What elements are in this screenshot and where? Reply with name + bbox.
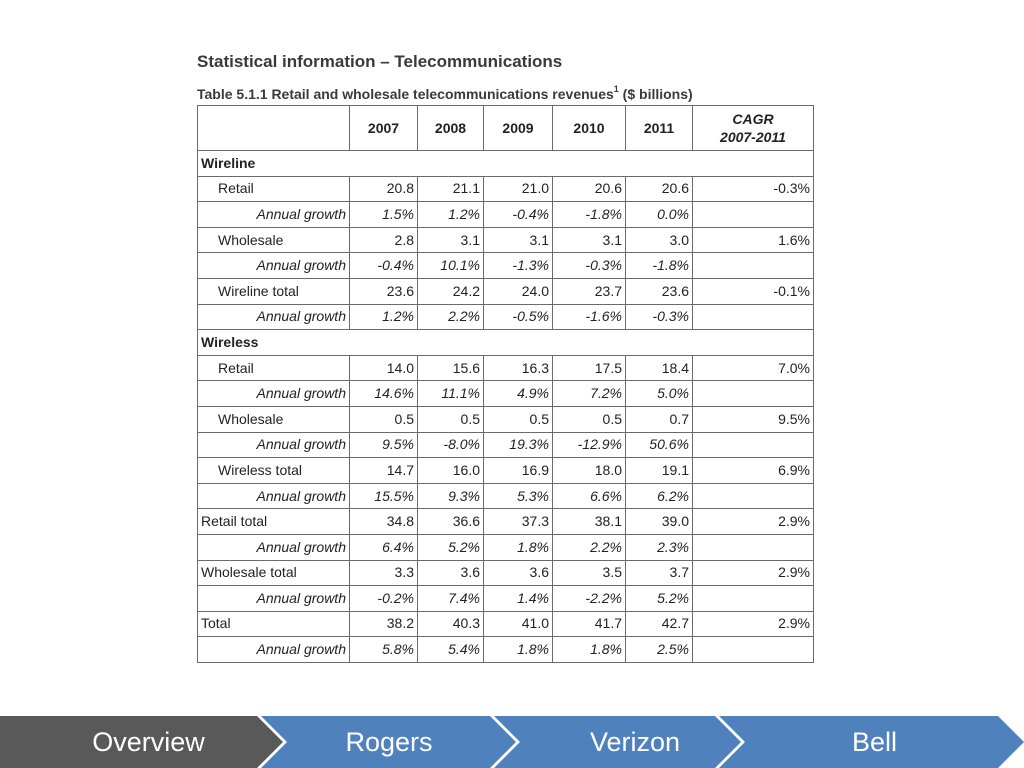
value-cell: 21.1 bbox=[418, 176, 484, 202]
nav-item-rogers[interactable]: Rogers bbox=[345, 727, 433, 757]
header-cagr-cell bbox=[693, 106, 814, 151]
value-cell: -12.9% bbox=[553, 432, 626, 458]
value-cell: 0.7 bbox=[626, 406, 693, 432]
value-cell: 5.3% bbox=[484, 483, 553, 509]
value-cell: 2.5% bbox=[626, 637, 693, 663]
cagr-cell: 2.9% bbox=[693, 611, 814, 637]
growth-row bbox=[198, 253, 814, 279]
table-row bbox=[198, 509, 814, 535]
value-cell: 36.6 bbox=[418, 509, 484, 535]
cagr-cell: -0.1% bbox=[693, 278, 814, 304]
value-cell: 9.5% bbox=[350, 432, 418, 458]
section-row bbox=[198, 151, 814, 177]
value-cell: -0.4% bbox=[350, 253, 418, 279]
value-cell: 18.0 bbox=[553, 458, 626, 484]
page-title: Statistical information – Telecommunications bbox=[197, 52, 563, 71]
header-year-cell: 2011 bbox=[626, 106, 693, 151]
value-cell: 1.2% bbox=[350, 304, 418, 330]
value-cell: 23.6 bbox=[626, 278, 693, 304]
nav-item-bell[interactable]: Bell bbox=[851, 727, 898, 757]
row-label: Annual growth bbox=[198, 483, 350, 509]
row-label: Annual growth bbox=[198, 381, 350, 407]
value-cell: 6.6% bbox=[553, 483, 626, 509]
value-cell: 0.5 bbox=[350, 406, 418, 432]
table-row bbox=[198, 560, 814, 586]
row-label: Annual growth bbox=[198, 304, 350, 330]
table-row bbox=[198, 406, 814, 432]
value-cell: 1.8% bbox=[553, 637, 626, 663]
table-header-row bbox=[198, 106, 814, 151]
row-label: Wholesale total bbox=[198, 560, 350, 586]
value-cell: -2.2% bbox=[553, 586, 626, 612]
value-cell: 23.7 bbox=[553, 278, 626, 304]
value-cell: 1.2% bbox=[418, 202, 484, 228]
table-row bbox=[198, 458, 814, 484]
cagr-cell: 6.9% bbox=[693, 458, 814, 484]
row-label: Wireline total bbox=[198, 278, 350, 304]
value-cell: 17.5 bbox=[553, 355, 626, 381]
row-label: Retail bbox=[198, 176, 350, 202]
value-cell: 14.0 bbox=[350, 355, 418, 381]
value-cell: 5.2% bbox=[626, 586, 693, 612]
value-cell: -0.4% bbox=[484, 202, 553, 228]
value-cell: 16.0 bbox=[418, 458, 484, 484]
header-empty-cell bbox=[198, 106, 350, 151]
table-row bbox=[198, 176, 814, 202]
cagr-cell bbox=[693, 202, 814, 228]
growth-row bbox=[198, 586, 814, 612]
value-cell: 2.8 bbox=[350, 227, 418, 253]
value-cell: 20.6 bbox=[626, 176, 693, 202]
cagr-cell: 9.5% bbox=[693, 406, 814, 432]
cagr-cell bbox=[693, 637, 814, 663]
row-label: Annual growth bbox=[198, 202, 350, 228]
value-cell: 41.0 bbox=[484, 611, 553, 637]
value-cell: 16.9 bbox=[484, 458, 553, 484]
header-year-cell: 2008 bbox=[418, 106, 484, 151]
value-cell: 11.1% bbox=[418, 381, 484, 407]
caption-footnote: 1 bbox=[613, 84, 619, 94]
table-row bbox=[198, 611, 814, 637]
value-cell: 5.0% bbox=[626, 381, 693, 407]
value-cell: 2.2% bbox=[553, 534, 626, 560]
value-cell: -1.8% bbox=[626, 253, 693, 279]
value-cell: 37.3 bbox=[484, 509, 553, 535]
value-cell: 24.0 bbox=[484, 278, 553, 304]
value-cell: 20.6 bbox=[553, 176, 626, 202]
value-cell: 3.5 bbox=[553, 560, 626, 586]
value-cell: 3.6 bbox=[418, 560, 484, 586]
value-cell: 0.5 bbox=[418, 406, 484, 432]
value-cell: 0.0% bbox=[626, 202, 693, 228]
value-cell: 40.3 bbox=[418, 611, 484, 637]
value-cell: -1.8% bbox=[553, 202, 626, 228]
value-cell: 20.8 bbox=[350, 176, 418, 202]
value-cell: -0.3% bbox=[553, 253, 626, 279]
table-row bbox=[198, 278, 814, 304]
row-label: Wholesale bbox=[198, 406, 350, 432]
value-cell: 2.3% bbox=[626, 534, 693, 560]
table-row bbox=[198, 227, 814, 253]
row-label: Retail bbox=[198, 355, 350, 381]
row-label: Annual growth bbox=[198, 534, 350, 560]
value-cell: -8.0% bbox=[418, 432, 484, 458]
value-cell: 24.2 bbox=[418, 278, 484, 304]
value-cell: 7.2% bbox=[553, 381, 626, 407]
cagr-cell bbox=[693, 381, 814, 407]
value-cell: 34.8 bbox=[350, 509, 418, 535]
value-cell: 6.2% bbox=[626, 483, 693, 509]
table-row bbox=[198, 355, 814, 381]
value-cell: 3.3 bbox=[350, 560, 418, 586]
row-label: Annual growth bbox=[198, 253, 350, 279]
value-cell: 39.0 bbox=[626, 509, 693, 535]
row-label: Annual growth bbox=[198, 586, 350, 612]
cagr-period: 2007-2011 bbox=[720, 129, 786, 145]
section-label: Wireline bbox=[198, 151, 814, 177]
value-cell: 50.6% bbox=[626, 432, 693, 458]
value-cell: 5.8% bbox=[350, 637, 418, 663]
value-cell: 1.4% bbox=[484, 586, 553, 612]
value-cell: 16.3 bbox=[484, 355, 553, 381]
cagr-cell: -0.3% bbox=[693, 176, 814, 202]
value-cell: 3.7 bbox=[626, 560, 693, 586]
cagr-cell bbox=[693, 304, 814, 330]
header-year-cell: 2007 bbox=[350, 106, 418, 151]
caption-unit: ($ billions) bbox=[618, 86, 693, 102]
value-cell: -0.5% bbox=[484, 304, 553, 330]
value-cell: 18.4 bbox=[626, 355, 693, 381]
cagr-cell bbox=[693, 432, 814, 458]
value-cell: 3.1 bbox=[484, 227, 553, 253]
value-cell: 7.4% bbox=[418, 586, 484, 612]
value-cell: 0.5 bbox=[484, 406, 553, 432]
cagr-cell bbox=[693, 586, 814, 612]
value-cell: 5.2% bbox=[418, 534, 484, 560]
header-year-cell: 2009 bbox=[484, 106, 553, 151]
cagr-cell: 7.0% bbox=[693, 355, 814, 381]
value-cell: 1.8% bbox=[484, 534, 553, 560]
value-cell: 38.1 bbox=[553, 509, 626, 535]
value-cell: 21.0 bbox=[484, 176, 553, 202]
value-cell: 14.6% bbox=[350, 381, 418, 407]
caption-text: Table 5.1.1 Retail and wholesale telecommunications revenues bbox=[197, 86, 614, 102]
value-cell: 23.6 bbox=[350, 278, 418, 304]
value-cell: 2.2% bbox=[418, 304, 484, 330]
cagr-cell: 1.6% bbox=[693, 227, 814, 253]
growth-row bbox=[198, 432, 814, 458]
value-cell: 5.4% bbox=[418, 637, 484, 663]
revenue-table bbox=[197, 105, 814, 663]
value-cell: 3.1 bbox=[553, 227, 626, 253]
value-cell: 4.9% bbox=[484, 381, 553, 407]
growth-row bbox=[198, 381, 814, 407]
value-cell: 1.8% bbox=[484, 637, 553, 663]
cagr-title: CAGR bbox=[732, 111, 774, 127]
value-cell: -0.2% bbox=[350, 586, 418, 612]
nav-item-overview[interactable]: Overview bbox=[92, 727, 205, 757]
value-cell: 3.1 bbox=[418, 227, 484, 253]
growth-row bbox=[198, 202, 814, 228]
value-cell: -0.3% bbox=[626, 304, 693, 330]
row-label: Retail total bbox=[198, 509, 350, 535]
row-label: Total bbox=[198, 611, 350, 637]
growth-row bbox=[198, 637, 814, 663]
value-cell: 10.1% bbox=[418, 253, 484, 279]
row-label: Wireless total bbox=[198, 458, 350, 484]
value-cell: 15.5% bbox=[350, 483, 418, 509]
table-caption bbox=[197, 86, 693, 102]
section-nav-bar bbox=[0, 716, 1024, 768]
value-cell: 19.1 bbox=[626, 458, 693, 484]
value-cell: 9.3% bbox=[418, 483, 484, 509]
value-cell: 0.5 bbox=[553, 406, 626, 432]
cagr-cell bbox=[693, 483, 814, 509]
value-cell: 41.7 bbox=[553, 611, 626, 637]
value-cell: 3.6 bbox=[484, 560, 553, 586]
value-cell: 15.6 bbox=[418, 355, 484, 381]
growth-row bbox=[198, 483, 814, 509]
value-cell: -1.3% bbox=[484, 253, 553, 279]
row-label: Annual growth bbox=[198, 637, 350, 663]
value-cell: 42.7 bbox=[626, 611, 693, 637]
row-label: Annual growth bbox=[198, 432, 350, 458]
row-label: Wholesale bbox=[198, 227, 350, 253]
value-cell: 1.5% bbox=[350, 202, 418, 228]
value-cell: 6.4% bbox=[350, 534, 418, 560]
value-cell: 19.3% bbox=[484, 432, 553, 458]
cagr-cell: 2.9% bbox=[693, 509, 814, 535]
section-row bbox=[198, 330, 814, 356]
cagr-cell bbox=[693, 534, 814, 560]
growth-row bbox=[198, 304, 814, 330]
cagr-cell: 2.9% bbox=[693, 560, 814, 586]
nav-item-verizon[interactable]: Verizon bbox=[589, 727, 681, 757]
growth-row bbox=[198, 534, 814, 560]
value-cell: 3.0 bbox=[626, 227, 693, 253]
value-cell: -1.6% bbox=[553, 304, 626, 330]
section-label: Wireless bbox=[198, 330, 814, 356]
cagr-cell bbox=[693, 253, 814, 279]
value-cell: 38.2 bbox=[350, 611, 418, 637]
header-year-cell: 2010 bbox=[553, 106, 626, 151]
value-cell: 14.7 bbox=[350, 458, 418, 484]
